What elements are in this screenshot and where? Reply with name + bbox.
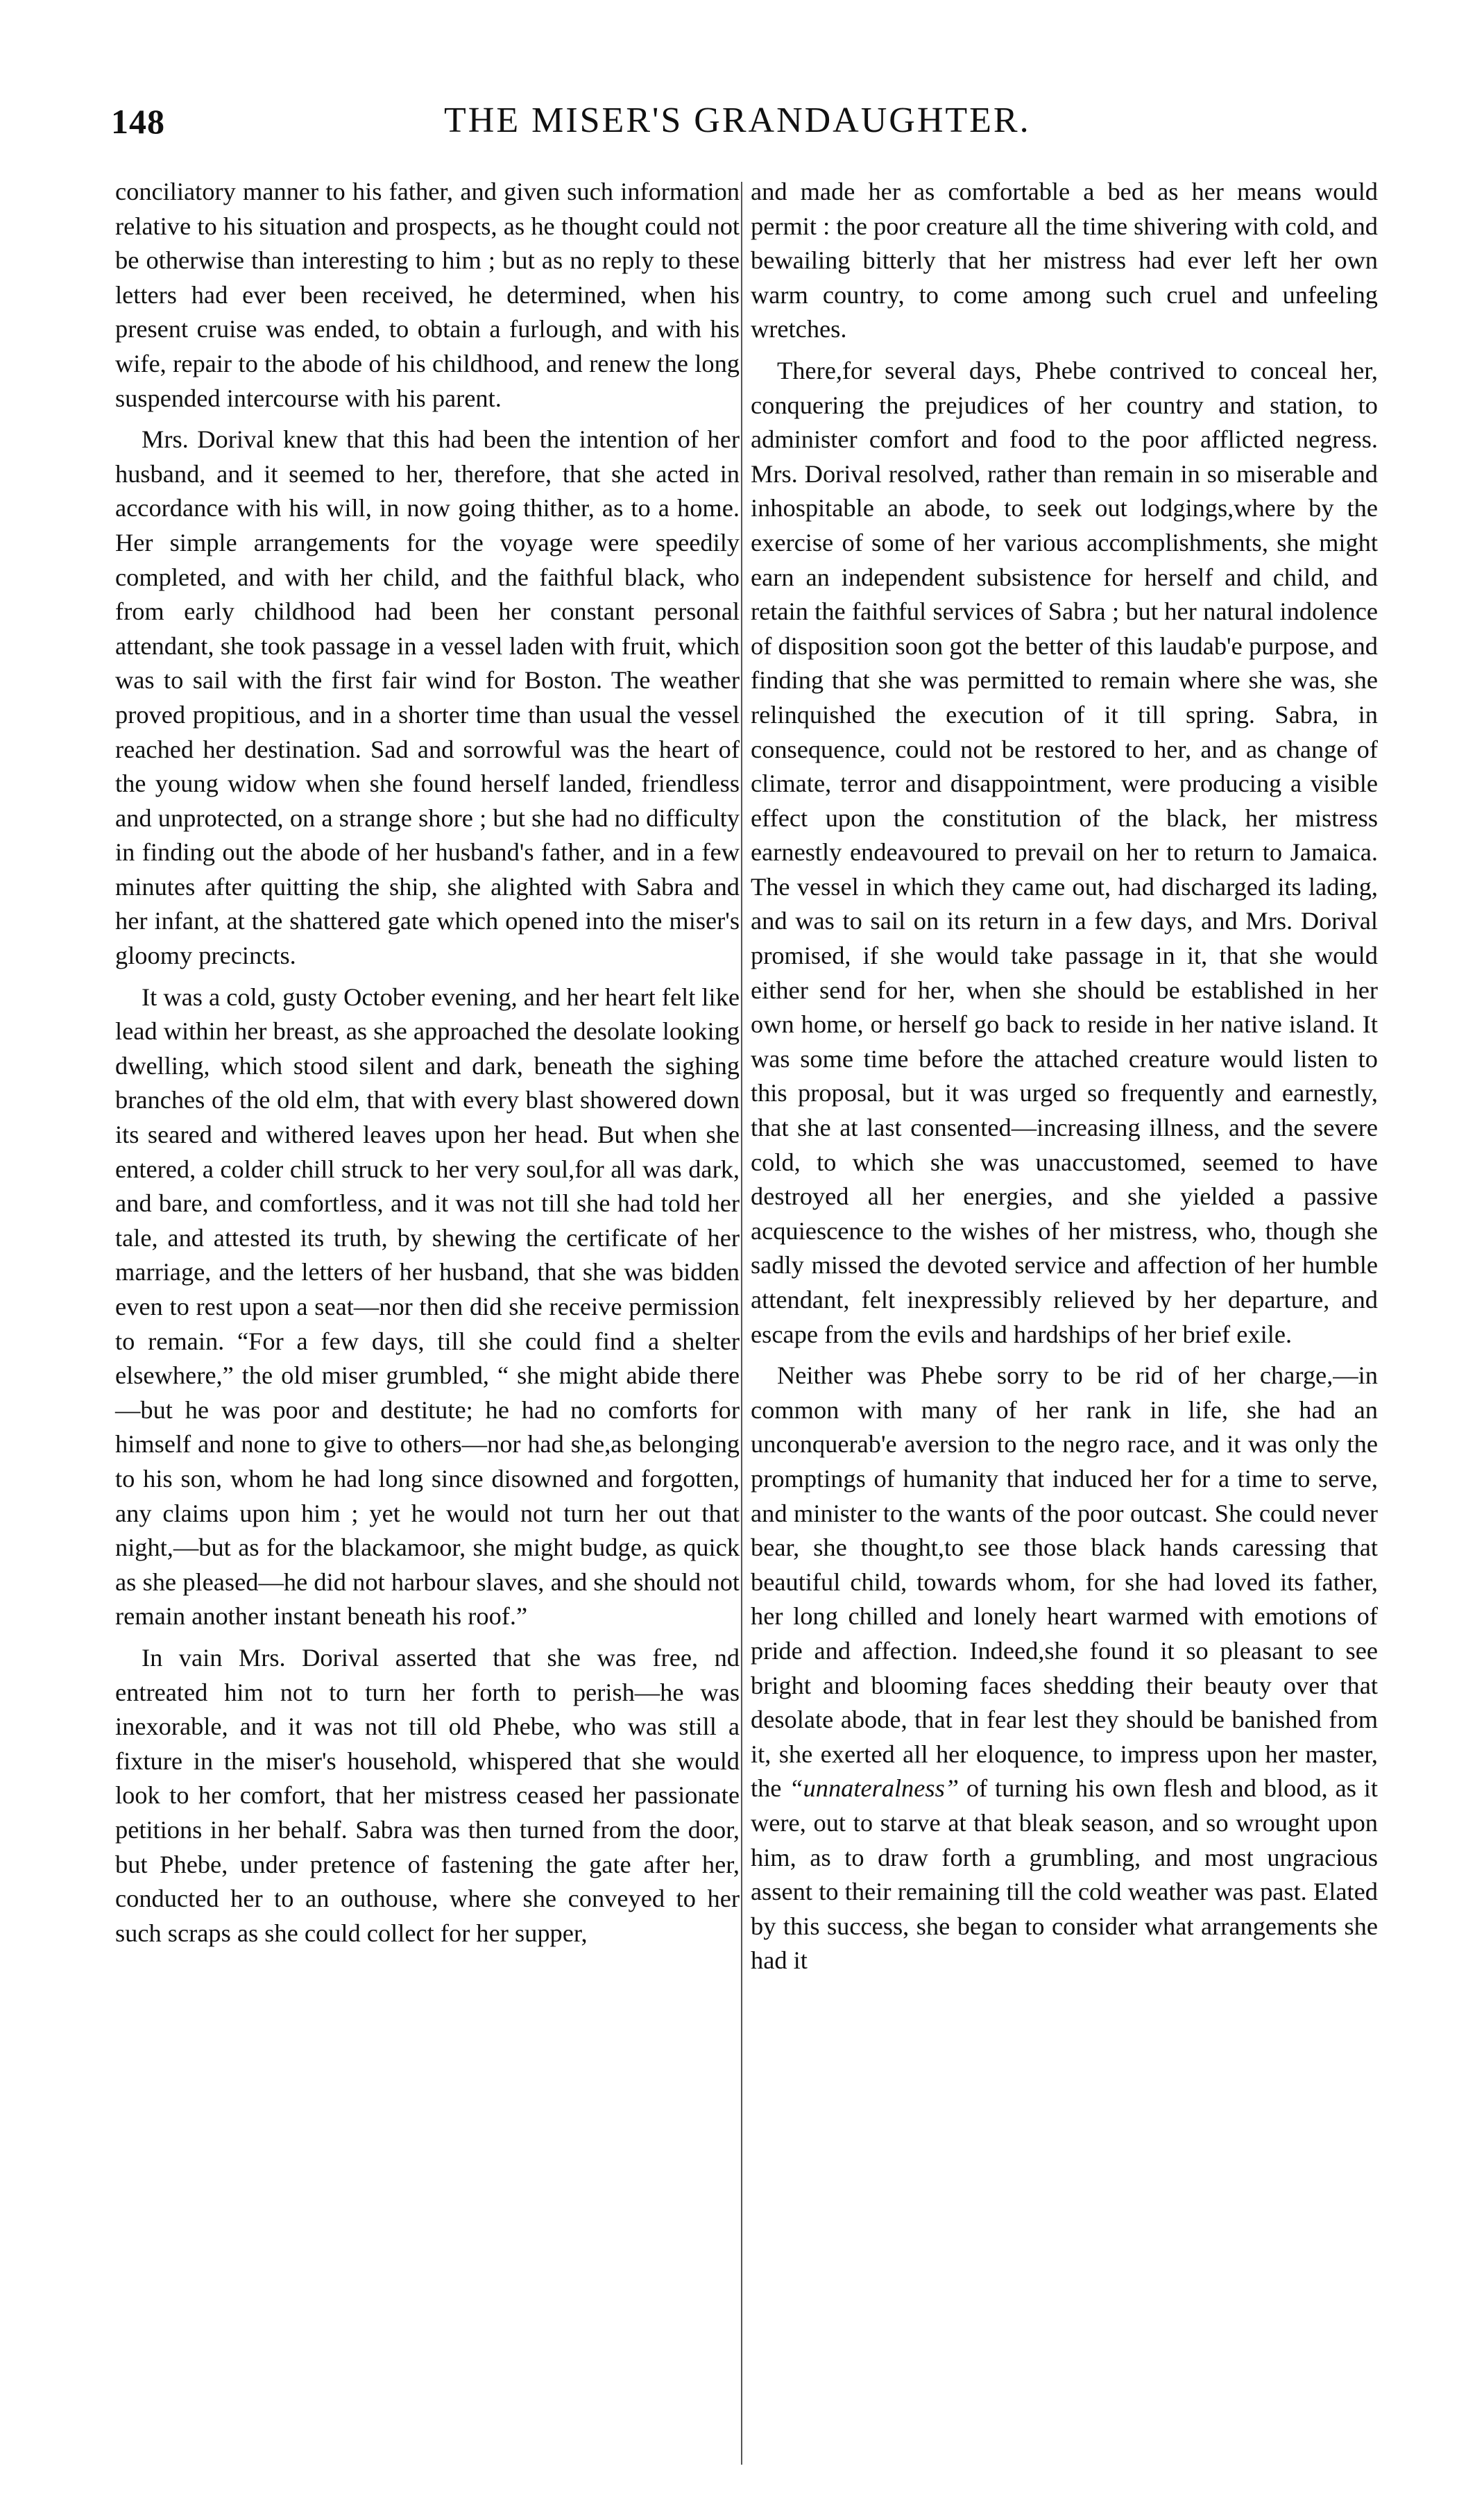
paragraph-text: Neither was Phebe sorry to be rid of her charge,—in common with many of her rank in life, she had an unconquerab'e aversion to the negro race, and it was only the promptings of humanity that induced her for a time to serve, and minister to the wants of the poor outcast. She could never bear, she thought,to see those black hands caressing that beautiful child, towards whom, for she had loved its father, her long chilled and lonely heart warmed with emotions of pride and affection. Indeed,she found it so pleasant to see bright and blooming faces shedding their beauty over that desolate abode, that in fear lest they should be banished from it, she exerted all her eloquence, to impress upon her master, the (751, 1361, 1378, 1803)
paragraph: It was a cold, gusty October evening, and her heart felt like lead within her breast, as she approached the desolate looking dwelling, which stood silent and dark, beneath the sighing branches of the old elm, that with every blast showered down its seared and withered leaves upon her head. But when she entered, a colder chill struck to her very soul,for all was dark, and bare, and comfortless, and it was not till she had told her tale, and attested its truth, by shewing the certificate of her marriage, and the letters of her husband, that she was bidden even to rest upon a seat—nor then did she receive permission to remain. “For a few days, till she could find a shelter elsewhere,” the old miser grumbled, “ she might abide there—but he was poor and destitute; he had no comforts for himself and none to give to others—nor had she,as belonging to his son, whom he had long since disowned and forgotten, any claims upon him ; yet he would not turn her out that night,—but as for the blackamoor, she might budge, as quick as she pleased—he did not harbour slaves, and she should not remain another instant beneath his roof.” (115, 983, 740, 1631)
right-column (751, 175, 1378, 1985)
paragraph: conciliatory manner to his father, and given such information relative to his situation and prospects, as he thought could not be otherwise than interesting to him ; but as no reply to these letters had ever been received, he determined, when his present cruise was ended, to obtain a furlough, and with his wife, repair to the abode of his childhood, and renew the long suspended intercourse with his parent. (115, 178, 740, 412)
paragraph: There,for several days, Phebe contrived to conceal her, conquering the prejudices of her country and station, to administer comfort and food to the poor afflicted negress. Mrs. Dorival resolved, rather than remain in so miserable and inhospitable an abode, to seek out lodgings,where by the exercise of some of her various accomplishments, she might earn an independent subsistence for herself and child, and retain the faithful services of Sabra ; but her natural indolence of disposition soon got the better of this laudab'e purpose, and finding that she was permitted to remain where she was, she relinquished the execution of it till spring. Sabra, in consequence, could not be restored to her, and as change of climate, terror and disappointment, were producing a visible effect upon the constitution of the black, her mistress earnestly endeavoured to prevail on her to return to Jamaica. The vessel in which they came out, had discharged its lading, and was to sail on its return in a few days, and Mrs. Dorival promised, if she would take passage in it, that she would either send for her, when she should be established in her own home, or herself go back to reside in her native island. It was some time before the attached creature would listen to this proposal, but it was urged so frequently and earnestly, that she at last consented—increasing illness, and the severe cold, to which she was unaccustomed, seemed to have destroyed all her energies, and she yielded a passive acquiescence to the wishes of her mistress, who, though she sadly missed the devoted service and affection of her humble attendant, felt inexpressibly relieved by her departure, and escape from the evils and hardships of her brief exile. (751, 356, 1378, 1348)
paragraph: In vain Mrs. Dorival asserted that she was free, nd entreated him not to turn her forth to perish—he was inexorable, and it was not till old Phebe, who was still a fixture in the miser's household, whispered that she would look to her comfort, that her mistress ceased her passionate petitions in her behalf. Sabra was then turned from the door, but Phebe, under pretence of fastening the gate after her, conducted her to an outhouse, where she conveyed to her such scraps as she could collect for her supper, (115, 1643, 740, 1947)
emphasized-word: “unnateralness” (789, 1774, 959, 1803)
running-title: THE MISER'S GRANDAUGHTER. (444, 101, 1031, 140)
paragraph-text: of turning his own flesh and blood, as it were, out to starve at that bleak season, and so wrought upon him, as to draw forth a grumbling, and most ungracious assent to their remaining till the cold weather was past. Elated by this success, she began to consider what arrangements she had it (751, 1774, 1378, 1975)
paragraph: Mrs. Dorival knew that this had been the intention of her husband, and it seemed to her, therefore, that she acted in accordance with his will, in now going thither, as to a home. Her simple arrangements for the voyage were speedily completed, and with her child, and the faithful black, who from early childhood had been her constant personal attendant, she took passage in a vessel laden with fruit, which was to sail with the first fair wind for Boston. The weather proved propitious, and in a shorter time than usual the vessel reached her destination. Sad and sorrowful was the heart of the young widow when she found herself landed, friendless and unprotected, on a strange shore ; but she had no difficulty in finding out the abode of her husband's father, and in a few minutes after quitting the ship, she alighted with Sabra and her infant, at the shattered gate which opened into the miser's gloomy precincts. (115, 425, 740, 970)
left-column (115, 175, 740, 1957)
page-number: 148 (111, 102, 165, 141)
paragraph (751, 1359, 1378, 1978)
column-divider (741, 182, 742, 2465)
paragraph: and made her as comfortable a bed as her means would permit : the poor creature all the time shivering with cold, and bewailing bitterly that her mistress had ever left her own warm country, to come among such cruel and unfeeling wretches. (751, 178, 1378, 343)
